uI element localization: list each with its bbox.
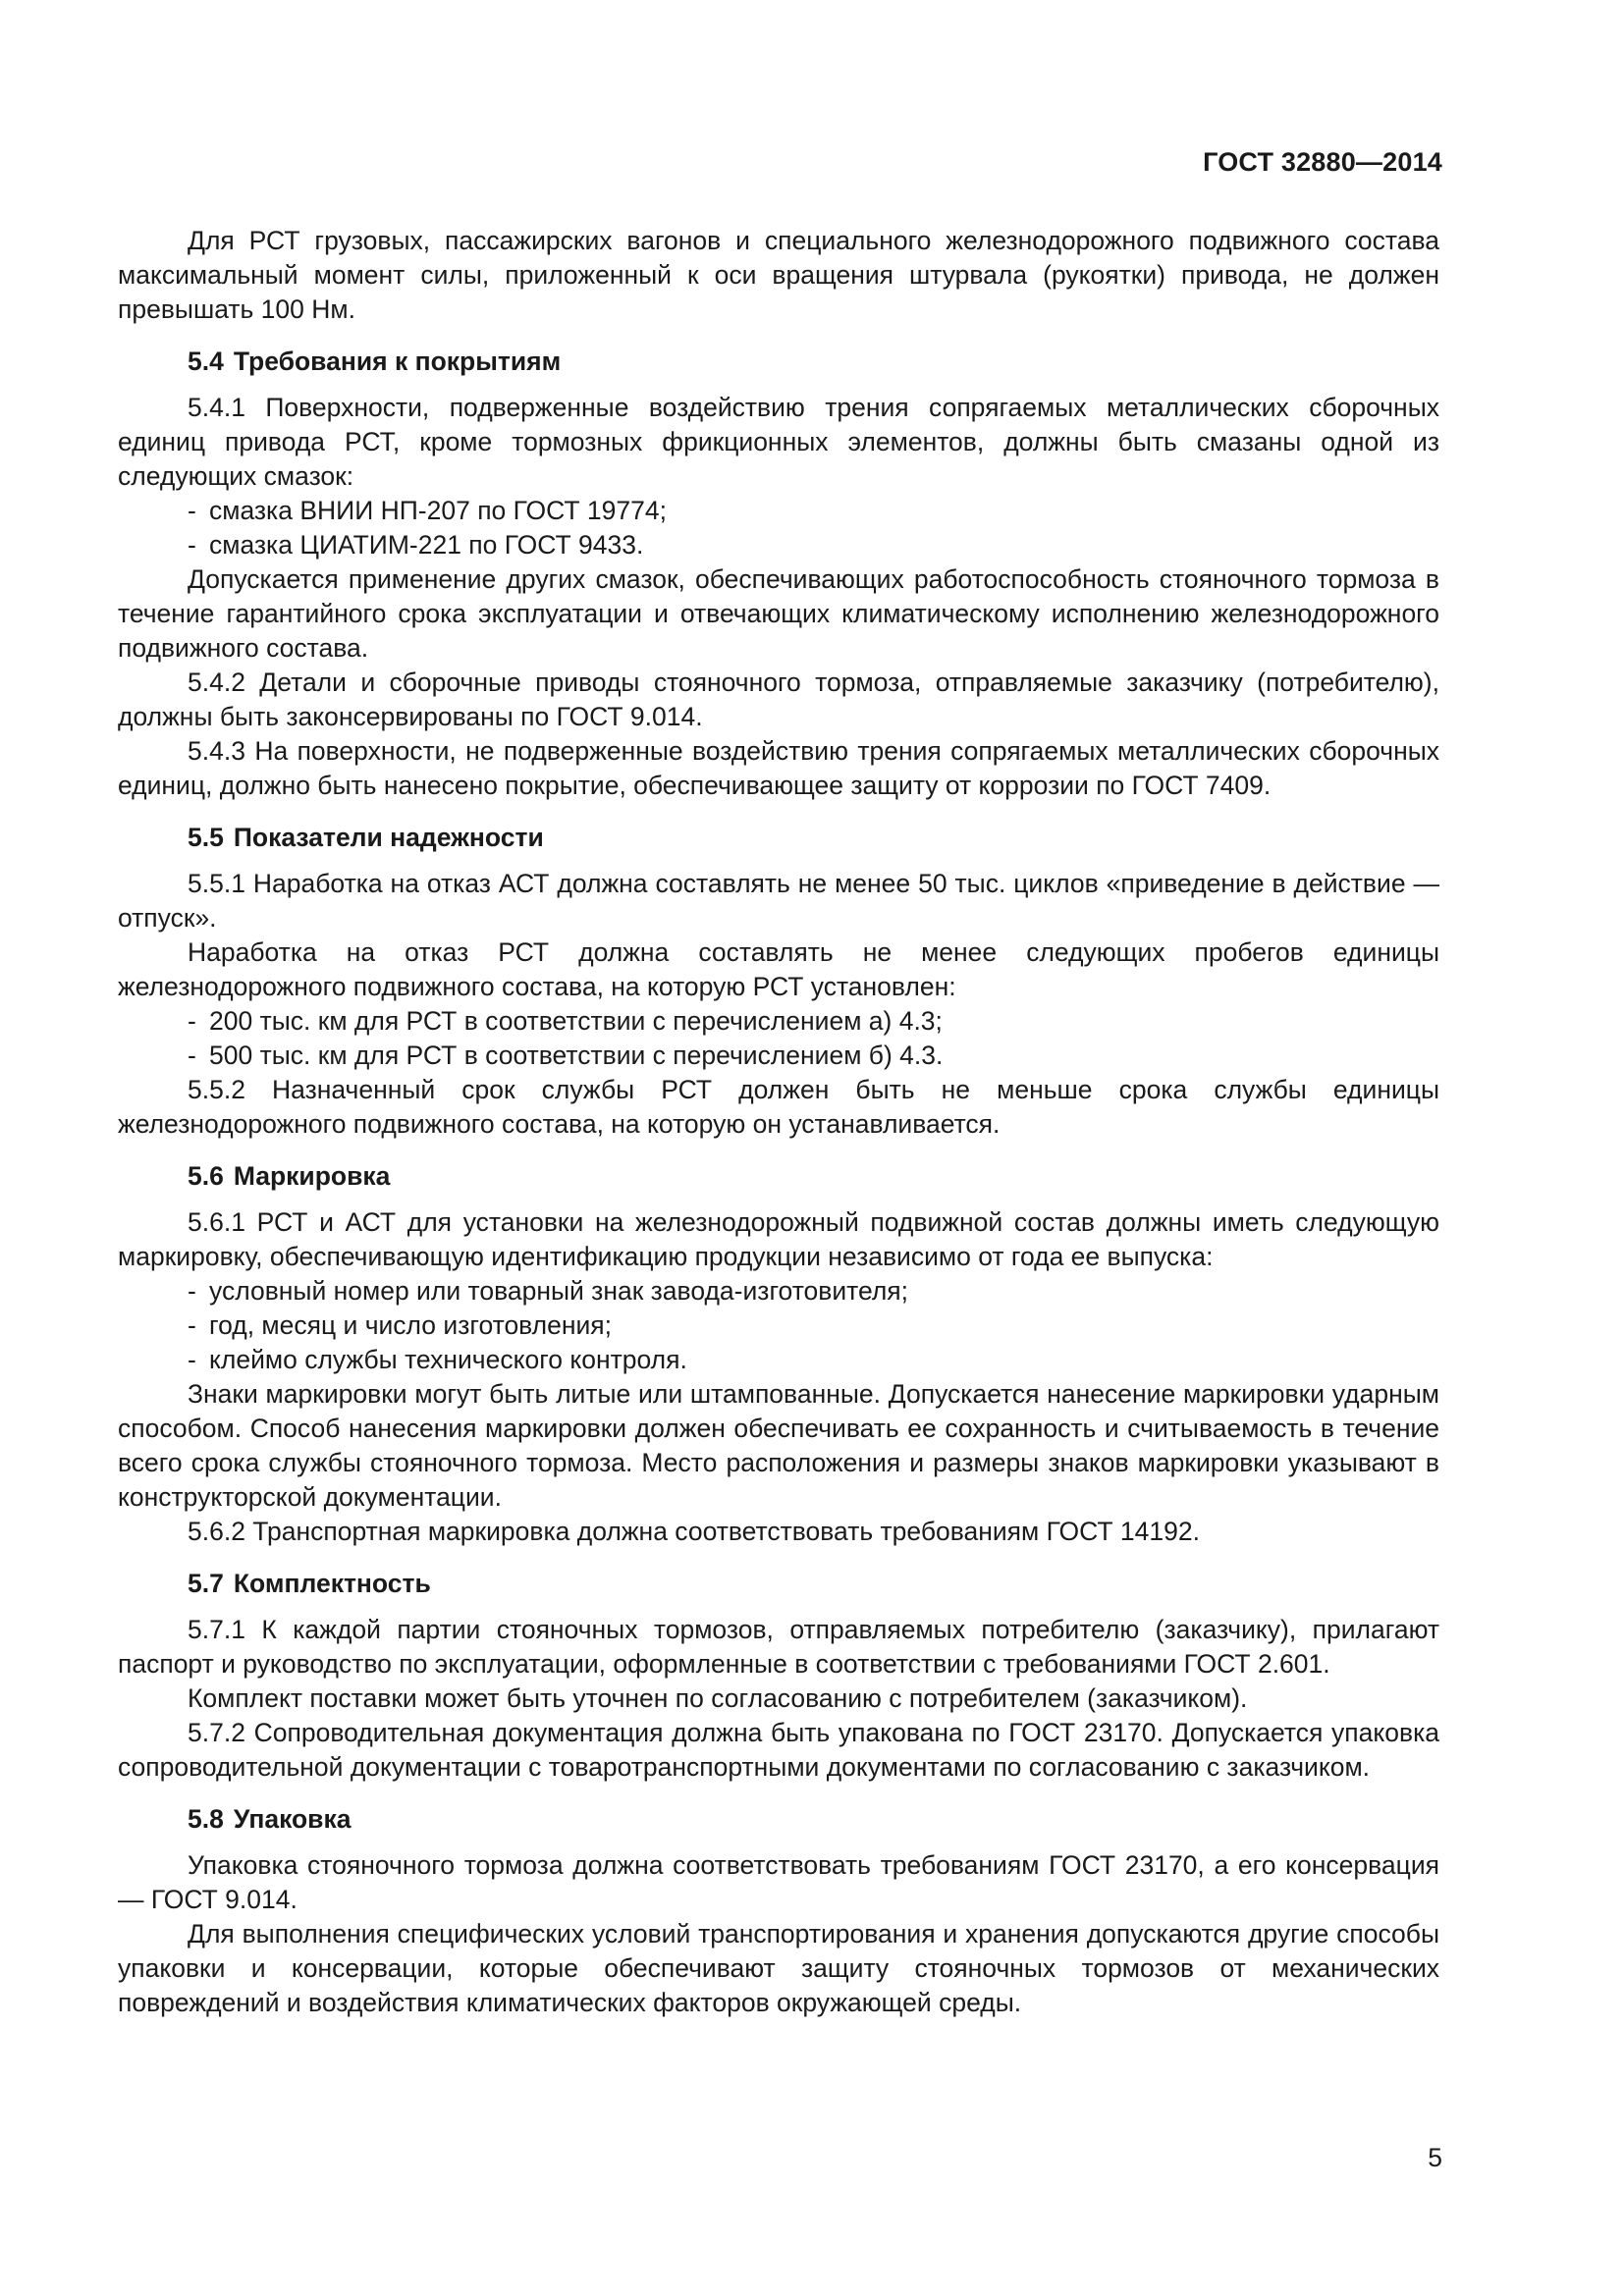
list-item-text: 200 тыс. км для РСТ в соответствии с перечислением а) 4.3; xyxy=(209,1006,943,1036)
list-item-text: смазка ВНИИ НП-207 по ГОСТ 19774; xyxy=(209,496,667,525)
paragraph: Знаки маркировки могут быть литые или штампованные. Допускается нанесение маркировки ударным способом. Способ нанесения маркировки должен обеспечивать ее сохранность и считываемость в течение всего срока службы стояночного тормоза. Место расположения и размеры знаков маркировки указывают в конструкторской документации. xyxy=(118,1379,1439,1512)
list-item: - 200 тыс. км для РСТ в соответствии с перечислением а) 4.3; xyxy=(188,1006,943,1036)
section-number: 5.8 xyxy=(188,1804,224,1834)
paragraph-5-5-1: 5.5.1 Наработка на отказ АСТ должна составлять не менее 50 тыс. циклов «приведение в действие — отпуск». xyxy=(118,869,1439,933)
paragraph-5-4-3: 5.4.3 На поверхности, не подверженные воздействию трения сопрягаемых металлических сборочных единиц, должно быть нанесено покрытие, обеспечивающее защиту от коррозии по ГОСТ 7409. xyxy=(118,736,1439,800)
section-number: 5.7 xyxy=(188,1569,224,1598)
list-item: - 500 тыс. км для РСТ в соответствии с перечислением б) 4.3. xyxy=(188,1041,944,1070)
list-item: - условный номер или товарный знак завода-изготовителя; xyxy=(188,1276,909,1306)
section-5-7-heading xyxy=(118,1567,1439,1601)
list-item: - год, месяц и число изготовления; xyxy=(188,1310,612,1340)
paragraph: Допускается применение других смазок, обеспечивающих работоспособность стояночного тормоза в течение гарантийного срока эксплуатации и отвечающих климатическому исполнению железнодорожного подвижного состава. xyxy=(118,564,1439,663)
paragraph: Упаковка стояночного тормоза должна соответствовать требованиям ГОСТ 23170, а его консервация — ГОСТ 9.014. xyxy=(118,1850,1439,1914)
document-header-id: ГОСТ 32880—2014 xyxy=(1203,147,1442,177)
intro-paragraph: Для РСТ грузовых, пассажирских вагонов и специального железнодорожного подвижного состава максимальный момент силы, приложенный к оси вращения штурвала (рукоятки) привода, не должен превышать 100 Нм. xyxy=(118,226,1439,324)
section-number: 5.5 xyxy=(188,823,224,852)
paragraph-5-4-2: 5.4.2 Детали и сборочные приводы стояночного тормоза, отправляемые заказчику (потребителю), должны быть законсервированы по ГОСТ 9.014. xyxy=(118,667,1439,731)
list-item-text: 500 тыс. км для РСТ в соответствии с перечислением б) 4.3. xyxy=(209,1041,944,1070)
paragraph: Комплект поставки может быть уточнен по согласованию с потребителем (заказчиком). xyxy=(188,1683,1248,1713)
section-5-8-heading xyxy=(118,1802,1439,1837)
paragraph-5-6-2: 5.6.2 Транспортная маркировка должна соответствовать требованиям ГОСТ 14192. xyxy=(188,1517,1200,1546)
section-title: Упаковка xyxy=(233,1804,352,1834)
paragraph: Для выполнения специфических условий транспортирования и хранения допускаются другие способы упаковки и консервации, которые обеспечивают защиту стояночных тормозов от механических повреждений и воздействия климатических факторов окружающей среды. xyxy=(118,1919,1439,2017)
list-item-text: клеймо службы технического контроля. xyxy=(209,1345,687,1374)
section-title: Маркировка xyxy=(233,1161,391,1191)
list-item-text: условный номер или товарный знак завода-изготовителя; xyxy=(209,1276,909,1306)
section-5-6-heading xyxy=(118,1159,1439,1194)
section-number: 5.6 xyxy=(188,1161,224,1191)
paragraph-5-5-2: 5.5.2 Назначенный срок службы РСТ должен быть не меньше срока службы единицы железнодорожного подвижного состава, на которую он устанавливается. xyxy=(118,1075,1439,1139)
section-number: 5.4 xyxy=(188,347,224,376)
document-body xyxy=(118,224,1439,2020)
section-5-4-heading xyxy=(118,345,1439,379)
paragraph-5-7-1: 5.7.1 К каждой партии стояночных тормозов, отправляемых потребителю (заказчику), прилагают паспорт и руководство по эксплуатации, оформленные в соответствии с требованиями ГОСТ 2.601. xyxy=(118,1615,1439,1679)
list-item-text: год, месяц и число изготовления; xyxy=(209,1310,612,1340)
list-item: - смазка ЦИАТИМ-221 по ГОСТ 9433. xyxy=(188,530,644,560)
list-item: - клеймо службы технического контроля. xyxy=(188,1345,687,1374)
section-title: Показатели надежности xyxy=(233,823,544,852)
paragraph-5-4-1: 5.4.1 Поверхности, подверженные воздействию трения сопрягаемых металлических сборочных единиц привода РСТ, кроме тормозных фрикционных элементов, должны быть смазаны одной из следующих смазок: xyxy=(118,393,1439,491)
section-title: Требования к покрытиям xyxy=(233,347,562,376)
section-5-5-heading xyxy=(118,821,1439,855)
paragraph-5-7-2: 5.7.2 Сопроводительная документация должна быть упакована по ГОСТ 23170. Допускается упаковка сопроводительной документации с товаротранспортными документами по согласованию с заказчиком. xyxy=(118,1718,1439,1782)
page-number: 5 xyxy=(1428,2143,1442,2172)
paragraph: Наработка на отказ РСТ должна составлять не менее следующих пробегов единицы железнодорожного подвижного состава, на которую РСТ установлен: xyxy=(118,937,1439,1001)
section-title: Комплектность xyxy=(233,1569,431,1598)
paragraph-5-6-1: 5.6.1 РСТ и АСТ для установки на железнодорожный подвижной состав должны иметь следующую маркировку, обеспечивающую идентификацию продукции независимо от года ее выпуска: xyxy=(118,1207,1439,1271)
list-item: - смазка ВНИИ НП-207 по ГОСТ 19774; xyxy=(188,496,667,525)
list-item-text: смазка ЦИАТИМ-221 по ГОСТ 9433. xyxy=(209,530,644,560)
